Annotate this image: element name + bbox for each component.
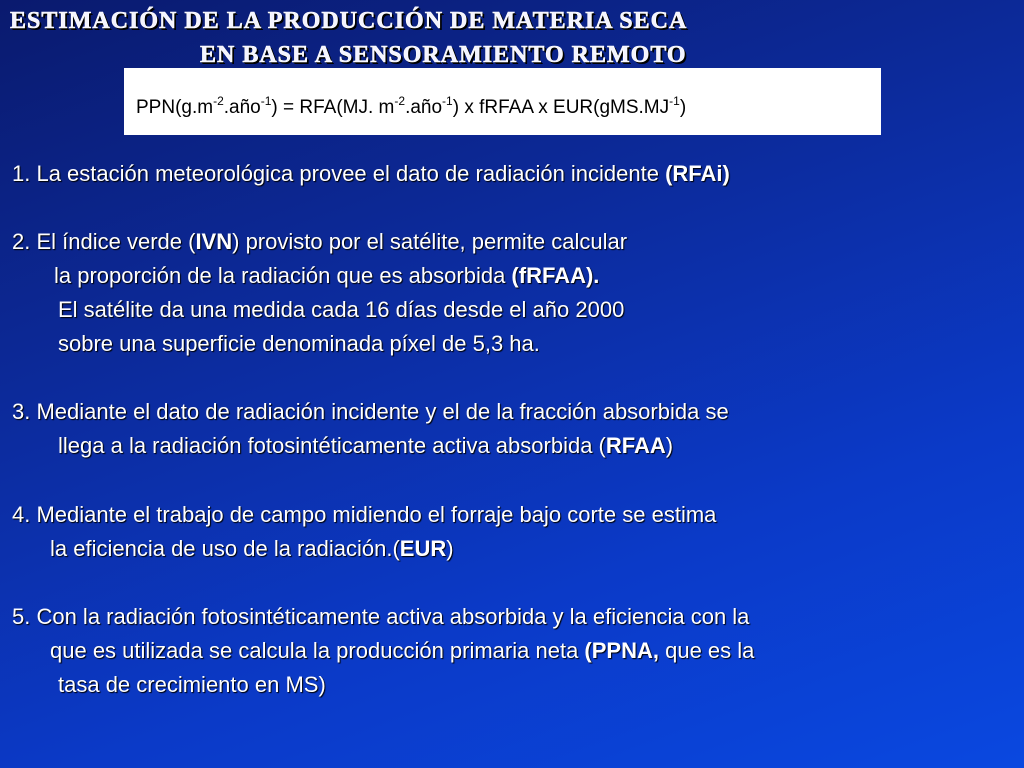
formula-exponent: -2 [213, 94, 224, 108]
item-text: 2. El índice verde ( [12, 229, 196, 254]
list-item-2 [12, 225, 1012, 361]
item-line [12, 634, 1012, 668]
item-line [12, 429, 1012, 463]
item-text: que es utilizada se calcula la producción primaria neta [50, 638, 585, 663]
item-keyword: (RFAi) [665, 161, 730, 186]
item-keyword: IVN [195, 229, 233, 254]
formula-exponent: -1 [260, 94, 272, 108]
list-item-5 [12, 600, 1012, 702]
formula-exponent: -1 [442, 94, 453, 108]
formula-exponent: -2 [394, 94, 406, 108]
item-text: ) provisto por el satélite, permite calcular [232, 229, 628, 254]
item-text: la eficiencia de uso de la radiación.( [50, 536, 400, 561]
item-line: 4. Mediante el trabajo de campo midiendo el forraje bajo corte se estima [12, 502, 717, 527]
item-line: tasa de crecimiento en MS) [58, 672, 326, 697]
item-keyword: (PPNA, [584, 638, 659, 663]
formula-part: ) = RFA(MJ. m [271, 97, 395, 118]
item-text: 1. La estación meteorológica provee el dato de radiación incidente [12, 161, 666, 186]
item-text: ) [665, 433, 674, 458]
formula-box [124, 68, 881, 135]
item-text: la proporción de la radiación que es absorbida [54, 263, 512, 288]
item-line [12, 157, 1012, 191]
list-item-3 [12, 395, 1012, 463]
item-keyword: RFAA [605, 433, 666, 458]
title-line-1: ESTIMACIÓN DE LA PRODUCCIÓN DE MATERIA SECA [10, 8, 688, 34]
item-text: que es la [658, 638, 755, 663]
item-line: 5. Con la radiación fotosintéticamente activa absorbida y la eficiencia con la [12, 604, 750, 629]
item-keyword: EUR [399, 536, 447, 561]
item-keyword: (fRFAA). [511, 263, 600, 288]
item-line: 3. Mediante el dato de radiación incidente y el de la fracción absorbida se [12, 399, 729, 424]
formula-part: .año [405, 97, 443, 118]
item-line [12, 532, 1012, 566]
item-line: El satélite da una medida cada 16 días desde el año 2000 [58, 297, 625, 322]
item-line: sobre una superficie denominada píxel de 5,3 ha. [58, 331, 540, 356]
formula-part: ) [679, 97, 687, 118]
item-line [12, 259, 1012, 293]
formula-part: ) x fRFAA x EUR(gMS.MJ [452, 97, 670, 118]
item-line [12, 225, 1012, 259]
list-item-1 [12, 157, 1012, 191]
formula-part: .año [223, 97, 261, 118]
title-line-2: EN BASE A SENSORAMIENTO REMOTO [200, 42, 687, 68]
slide-title [10, 6, 1010, 70]
list-item-4 [12, 498, 1012, 566]
formula-part: PPN(g.m [136, 97, 214, 118]
formula-exponent: -1 [669, 94, 680, 108]
item-text: ) [446, 536, 454, 561]
item-text: llega a la radiación fotosintéticamente activa absorbida ( [58, 433, 606, 458]
